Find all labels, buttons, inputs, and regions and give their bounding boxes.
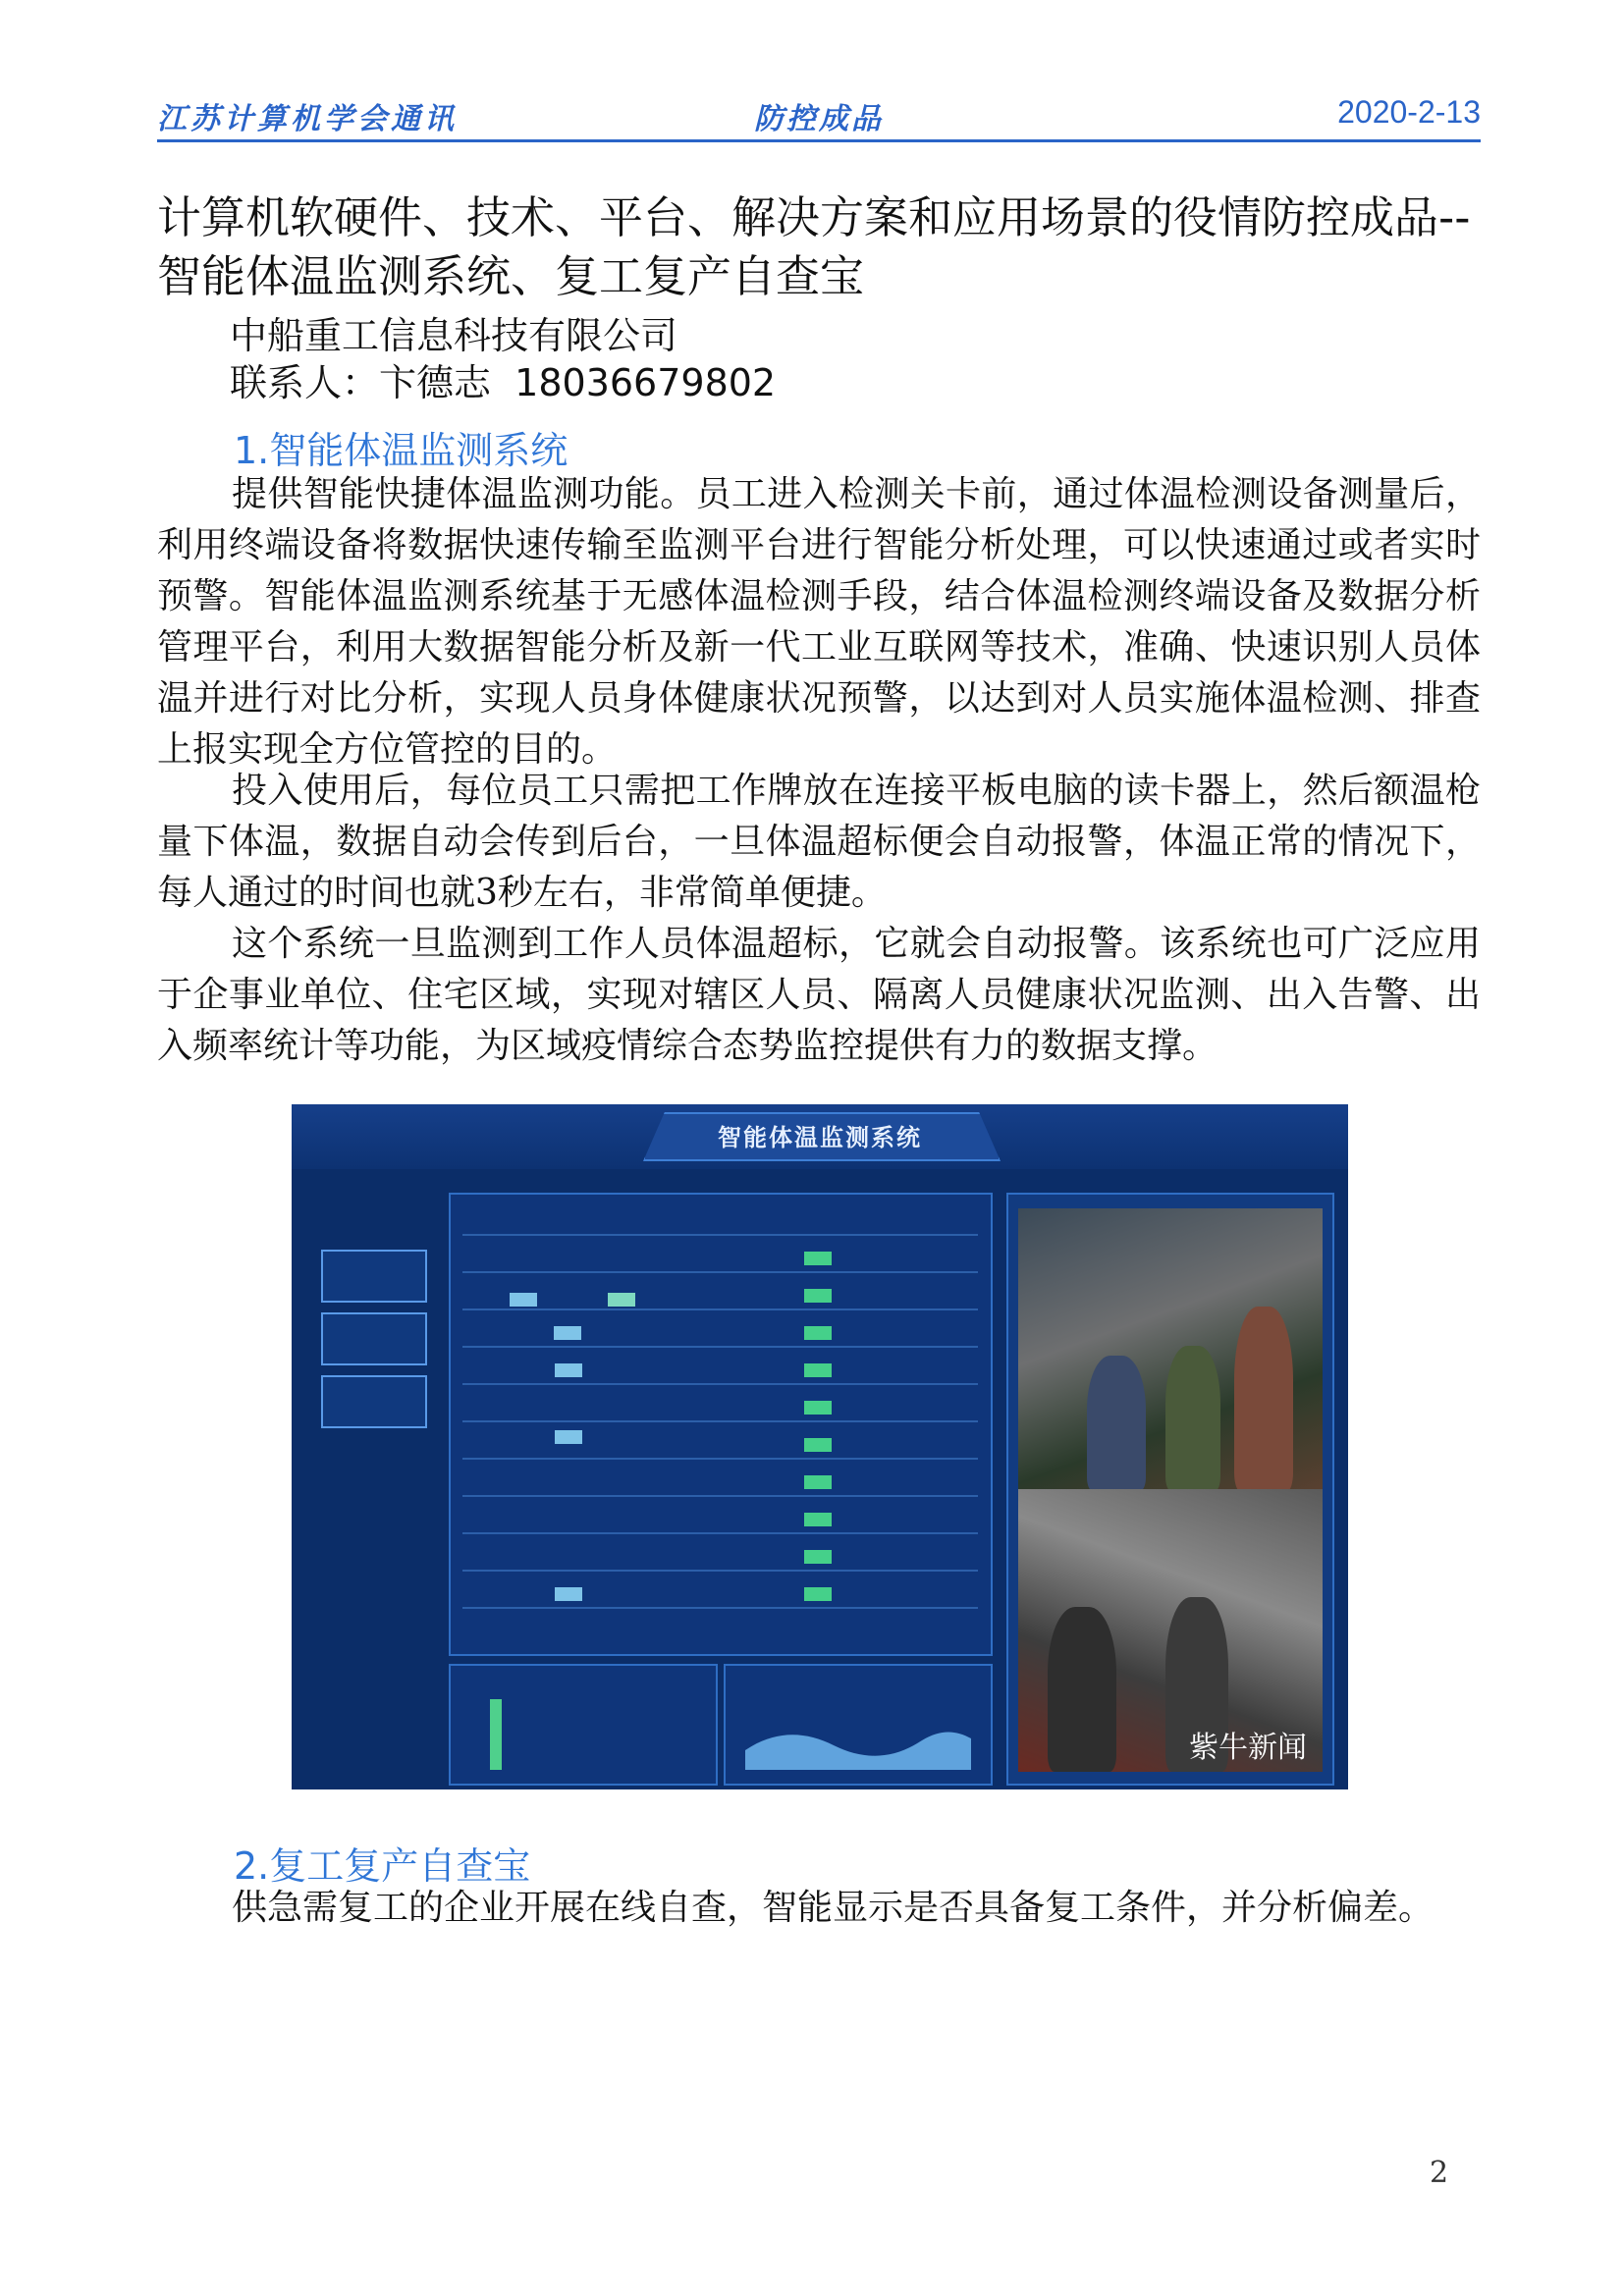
news-watermark: 紫牛新闻 bbox=[1189, 1731, 1307, 1765]
wave-chart-panel bbox=[724, 1664, 993, 1786]
table-row bbox=[462, 1458, 978, 1460]
blurred-cell bbox=[554, 1326, 581, 1340]
personnel-table-panel bbox=[449, 1193, 993, 1656]
organization-name: 中船重工信息科技有限公司 bbox=[230, 314, 678, 357]
contact-info: 联系人：卞德志 18036679802 bbox=[230, 361, 777, 404]
header-category: 防控成品 bbox=[754, 102, 884, 136]
header-date: 2020-2-13 bbox=[1337, 94, 1481, 130]
dashboard-nav-button bbox=[321, 1250, 427, 1303]
blurred-cell bbox=[555, 1430, 582, 1444]
bar-chart-panel bbox=[449, 1664, 718, 1786]
table-row bbox=[462, 1570, 978, 1572]
person-figure bbox=[1234, 1307, 1293, 1491]
table-header-rule bbox=[462, 1234, 978, 1236]
camera-photo bbox=[1018, 1208, 1323, 1491]
person-figure bbox=[1087, 1356, 1146, 1491]
newsletter-name: 江苏计算机学会通讯 bbox=[157, 102, 458, 136]
camera-photo bbox=[1018, 1489, 1323, 1772]
status-cell bbox=[804, 1438, 832, 1452]
dashboard-nav-button bbox=[321, 1312, 427, 1365]
article-title: 计算机软硬件、技术、平台、解决方案和应用场景的役情防控成品--智能体温监测系统、复工复产自查宝 bbox=[157, 191, 1471, 302]
status-cell bbox=[804, 1513, 832, 1526]
paragraph: 这个系统一旦监测到工作人员体温超标，它就会自动报警。该系统也可广泛应用于企事业单位、住宅区域，实现对辖区人员、隔离人员健康状况监测、出入告警、出入频率统计等功能，为区域疫情综合态势监控提供有力的数据支撑。 bbox=[157, 924, 1481, 1066]
chart-bar bbox=[490, 1699, 502, 1770]
wave-chart bbox=[745, 1721, 971, 1770]
blurred-cell bbox=[555, 1363, 582, 1377]
dashboard-nav-button bbox=[321, 1375, 427, 1428]
status-cell bbox=[804, 1401, 832, 1415]
table-row bbox=[462, 1607, 978, 1609]
status-cell bbox=[804, 1326, 832, 1340]
blurred-cell bbox=[510, 1293, 537, 1307]
table-row bbox=[462, 1308, 978, 1310]
paragraph: 投入使用后，每位员工只需把工作牌放在连接平板电脑的读卡器上，然后额温枪量下体温，数据自动会传到后台，一旦体温超标便会自动报警，体温正常的情况下，每人通过的时间也就3秒左右，非常简单便捷。 bbox=[157, 771, 1481, 913]
table-row bbox=[462, 1532, 978, 1534]
table-row bbox=[462, 1420, 978, 1422]
section-heading-2: 2.复工复产自查宝 bbox=[234, 1844, 531, 1888]
status-cell bbox=[804, 1289, 832, 1303]
table-row bbox=[462, 1271, 978, 1273]
person-figure bbox=[1165, 1346, 1220, 1491]
person-figure bbox=[1048, 1607, 1116, 1772]
table-row bbox=[462, 1383, 978, 1385]
dashboard-screenshot-figure bbox=[292, 1104, 1348, 1789]
dashboard-title: 智能体温监测系统 bbox=[718, 1124, 922, 1151]
status-cell bbox=[804, 1252, 832, 1265]
table-row bbox=[462, 1346, 978, 1348]
table-row bbox=[462, 1495, 978, 1497]
page-number: 2 bbox=[1430, 2156, 1449, 2190]
blurred-cell bbox=[608, 1293, 635, 1307]
blurred-cell bbox=[555, 1587, 582, 1601]
status-cell bbox=[804, 1587, 832, 1601]
paragraph: 供急需复工的企业开展在线自查，智能显示是否具备复工条件，并分析偏差。 bbox=[232, 1888, 1435, 1928]
section-heading-1: 1.智能体温监测系统 bbox=[234, 429, 568, 472]
status-cell bbox=[804, 1363, 832, 1377]
header-rule bbox=[157, 139, 1481, 142]
status-cell bbox=[804, 1475, 832, 1489]
status-cell bbox=[804, 1550, 832, 1564]
camera-feed-panel bbox=[1006, 1193, 1334, 1786]
paragraph: 提供智能快捷体温监测功能。员工进入检测关卡前，通过体温检测设备测量后，利用终端设备将数据快速传输至监测平台进行智能分析处理，可以快速通过或者实时预警。智能体温监测系统基于无感体温检测手段，结合体温检测终端设备及数据分析管理平台，利用大数据智能分析及新一代工业互联网等技术，准确、快速识别人员体温并进行对比分析，实现人员身体健康状况预警，以达到对人员实施体温检测、排查上报实现全方位管控的目的。 bbox=[157, 474, 1481, 770]
